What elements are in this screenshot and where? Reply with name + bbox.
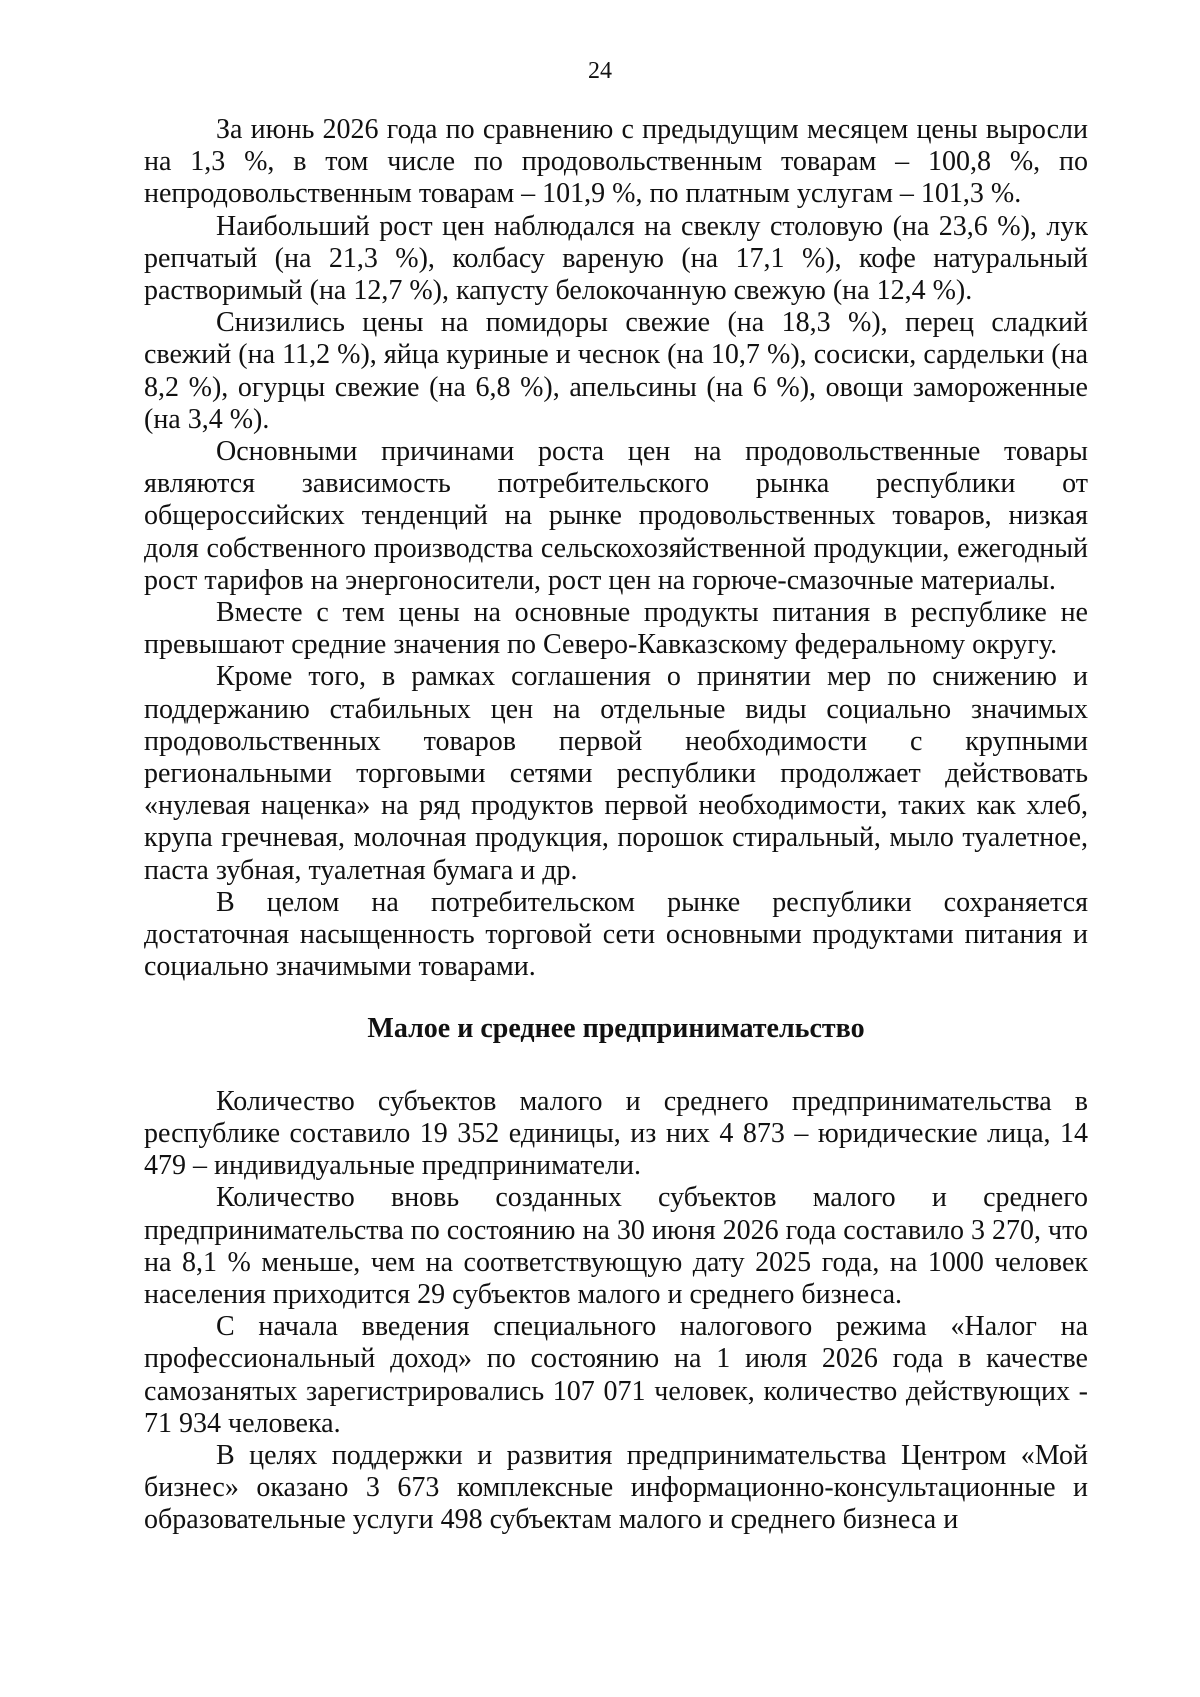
paragraph-price-decrease: Снизились цены на помидоры свежие (на 18,3 %), перец сладкий свежий (на 11,2 %), яйца куриные и чеснок (на 10,7 %), сосиски, сардельки (на 8,2 %), огурцы свежие (на 6,8 %), апельсины (на 6 %), овощи замороженные (на 3,4 %). bbox=[144, 307, 1088, 435]
paragraph-self-employed: С начала введения специального налогового режима «Налог на профессиональный доход» по состоянию на 1 июля 2026 года в качестве самозанятых зарегистрировались 107 071 человек, количество действующих - 71 934 человека. bbox=[144, 1311, 1088, 1439]
small-business-section bbox=[144, 1086, 1088, 1537]
paragraph-highest-growth: Наибольший рост цен наблюдался на свеклу столовую (на 23,6 %), лук репчатый (на 21,3 %), колбасу вареную (на 17,1 %), кофе натуральный растворимый (на 12,7 %), капусту белокочанную свежую (на 12,4 %). bbox=[144, 210, 1088, 307]
paragraph-market-saturation: В целом на потребительском рынке республики сохраняется достаточная насыщенность торговой сети основными продуктами питания и социально значимыми товарами. bbox=[144, 886, 1088, 983]
paragraph-new-sme: Количество вновь созданных субъектов малого и среднего предпринимательства по состоянию на 30 июня 2026 года составило 3 270, что на 8,1 % меньше, чем на соответствующую дату 2025 года, на 1000 человек населения приходится 29 субъектов малого и среднего бизнеса. bbox=[144, 1182, 1088, 1310]
paragraph-sme-count: Количество субъектов малого и среднего предпринимательства в республике составило 19 352 единицы, из них 4 873 – юридические лица, 14 479 – индивидуальные предприниматели. bbox=[144, 1085, 1088, 1182]
paragraph-growth-reasons: Основными причинами роста цен на продовольственные товары являются зависимость потребительского рынка республики от общероссийских тенденций на рынке продовольственных товаров, низкая доля собственного производства сельскохозяйственной продукции, ежегодный рост тарифов на энергоносители, рост цен на горюче-смазочные материалы. bbox=[144, 436, 1088, 596]
section-heading-small-business: Малое и среднее предпринимательство bbox=[367, 1013, 865, 1045]
consumer-market-section bbox=[144, 114, 1088, 983]
paragraph-business-support: В целях поддержки и развития предпринимательства Центром «Мой бизнес» оказано 3 673 комплексные информационно-консультационные и образовательные услуги 498 субъектам малого и среднего бизнеса и bbox=[144, 1439, 1088, 1536]
paragraph-regional-comparison: Вместе с тем цены на основные продукты питания в республике не превышают средние значения по Северо-Кавказскому федеральному округу. bbox=[144, 597, 1088, 661]
page-number: 24 bbox=[588, 58, 612, 84]
paragraph-price-growth: За июнь 2026 года по сравнению с предыдущим месяцем цены выросли на 1,3 %, в том числе по продовольственным товарам – 100,8 %, по непродовольственным товарам – 101,9 %, по платным услугам – 101,3 %. bbox=[144, 114, 1088, 210]
paragraph-zero-markup: Кроме того, в рамках соглашения о принятии мер по снижению и поддержанию стабильных цен на отдельные виды социально значимых продовольственных товаров первой необходимости с крупными региональными торговыми сетями республики продолжает действовать «нулевая наценка» на ряд продуктов первой необходимости, таких как хлеб, крупа гречневая, молочная продукция, порошок стиральный, мыло туалетное, паста зубная, туалетная бумага и др. bbox=[144, 661, 1088, 886]
page-content bbox=[144, 114, 1088, 1537]
